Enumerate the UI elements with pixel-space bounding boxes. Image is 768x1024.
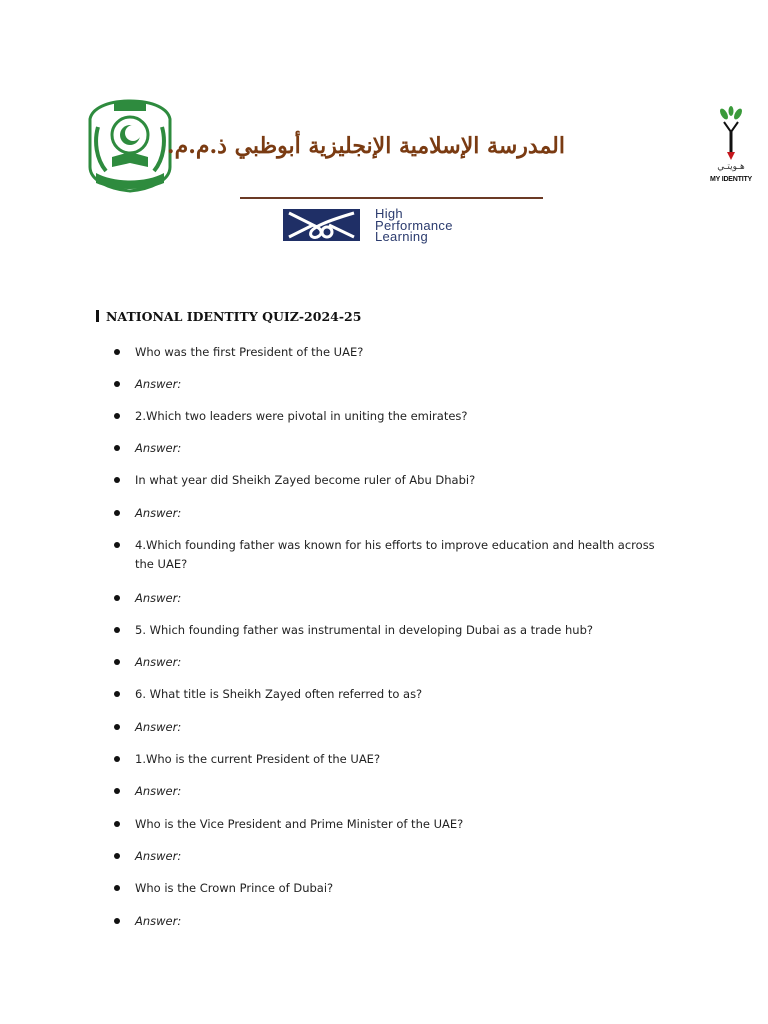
question-text: Who is the Vice President and Prime Minister of the UAE? — [135, 817, 464, 831]
bullet — [114, 659, 120, 665]
hpl-line-1: High — [375, 206, 403, 221]
bullet — [114, 381, 120, 387]
answer-label: Answer: — [135, 506, 182, 520]
answer-label: Answer: — [135, 441, 182, 455]
answer-label: Answer: — [135, 914, 182, 928]
answer-label: Answer: — [135, 784, 182, 798]
question-text: 5. Which founding father was instrumental in developing Dubai as a trade hub? — [135, 623, 593, 637]
hpl-line-3: Learning — [375, 229, 428, 244]
question-text: 2.Which two leaders were pivotal in uniting the emirates? — [135, 409, 468, 423]
bullet — [114, 595, 120, 601]
hpl-line-2: Performance — [375, 217, 453, 233]
school-name-arabic: المدرسة الإسلامية الإنجليزية أبوظبي ذ.م.م. — [166, 133, 565, 159]
bullet — [114, 413, 120, 419]
bullet — [114, 724, 120, 730]
bullet — [114, 445, 120, 451]
question-text: Who was the first President of the UAE? — [135, 345, 364, 359]
bullet — [114, 349, 120, 355]
bullet — [114, 691, 120, 697]
bullet — [114, 885, 120, 891]
bullet — [114, 542, 120, 548]
question-text: 4.Which founding father was known for his efforts to improve education and health across the UAE? — [135, 538, 655, 571]
answer-label: Answer: — [135, 849, 182, 863]
question-text: 1.Who is the current President of the UAE? — [135, 752, 381, 766]
bullet — [114, 918, 120, 924]
question-text: Who is the Crown Prince of Dubai? — [135, 881, 334, 895]
bullet — [114, 627, 120, 633]
quiz-title-text: NATIONAL IDENTITY QUIZ-2024-25 — [106, 309, 362, 324]
identity-logo-english: MY IDENTITY — [709, 176, 752, 183]
question-text: 6. What title is Sheikh Zayed often referred to as? — [135, 687, 423, 701]
answer-label: Answer: — [135, 655, 182, 669]
answer-label: Answer: — [135, 377, 182, 391]
answer-label: Answer: — [135, 591, 182, 605]
bullet — [114, 510, 120, 516]
bullet — [114, 821, 120, 827]
bullet — [114, 756, 120, 762]
answer-label: Answer: — [135, 720, 182, 734]
identity-logo-arabic: هـويتـي — [717, 162, 745, 172]
bullet — [114, 788, 120, 794]
bullet — [114, 477, 120, 483]
question-text: In what year did Sheikh Zayed become ruler of Abu Dhabi? — [135, 473, 476, 487]
bullet — [114, 853, 120, 859]
